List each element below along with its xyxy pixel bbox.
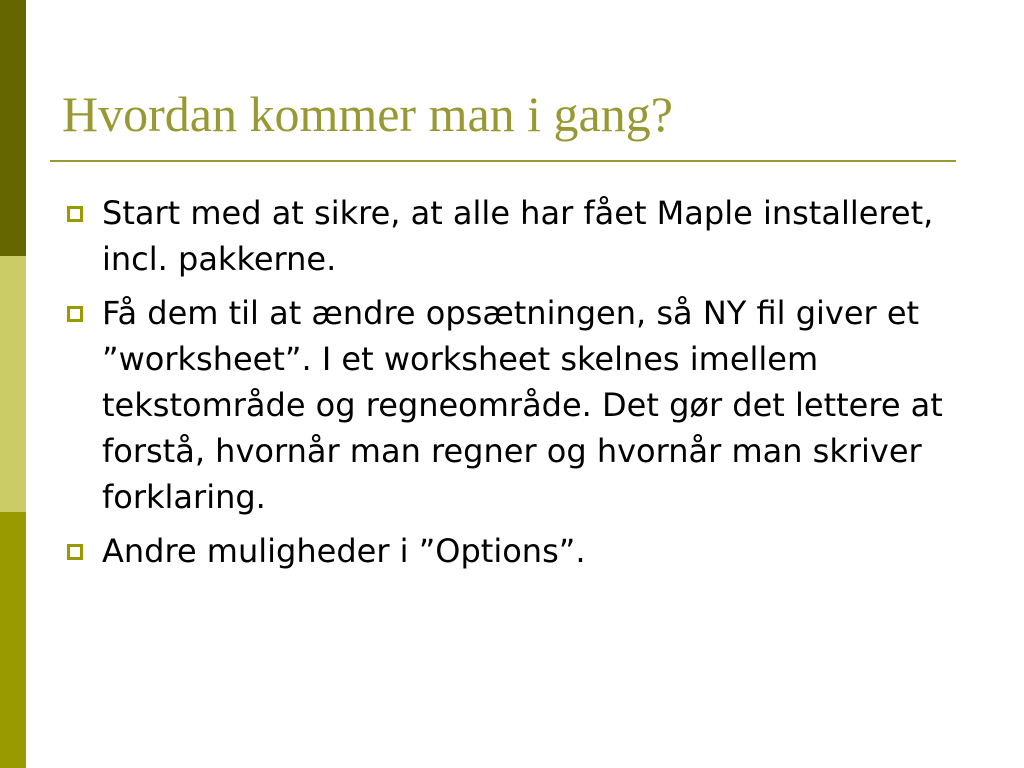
- hollow-square-bullet-icon: [67, 544, 83, 560]
- bullet-item: [62, 190, 972, 282]
- hollow-square-bullet-icon: [67, 206, 83, 222]
- bullet-item: [62, 528, 972, 574]
- hollow-square-bullet-icon: [67, 306, 83, 322]
- title-underline: [50, 160, 956, 162]
- sidebar-stripe-light: [0, 256, 26, 512]
- bullet-text: Få dem til at ændre opsætningen, så NY fil giver et ”worksheet”. I et worksheet skelnes imellem tekstområde og regneområde. Det gør det lettere at forstå, hvornår man regner og hvornår man skriver forklaring.: [102, 294, 943, 516]
- bullet-item: [62, 290, 972, 520]
- sidebar-stripe-dark: [0, 0, 26, 256]
- bullet-text: Start med at sikre, at alle har fået Maple installeret, incl. pakkerne.: [102, 194, 934, 278]
- slide-title: Hvordan kommer man i gang?: [62, 86, 673, 142]
- sidebar-stripe-mid: [0, 512, 26, 768]
- bullet-list: [62, 190, 972, 582]
- bullet-text: Andre muligheder i ”Options”.: [102, 532, 586, 570]
